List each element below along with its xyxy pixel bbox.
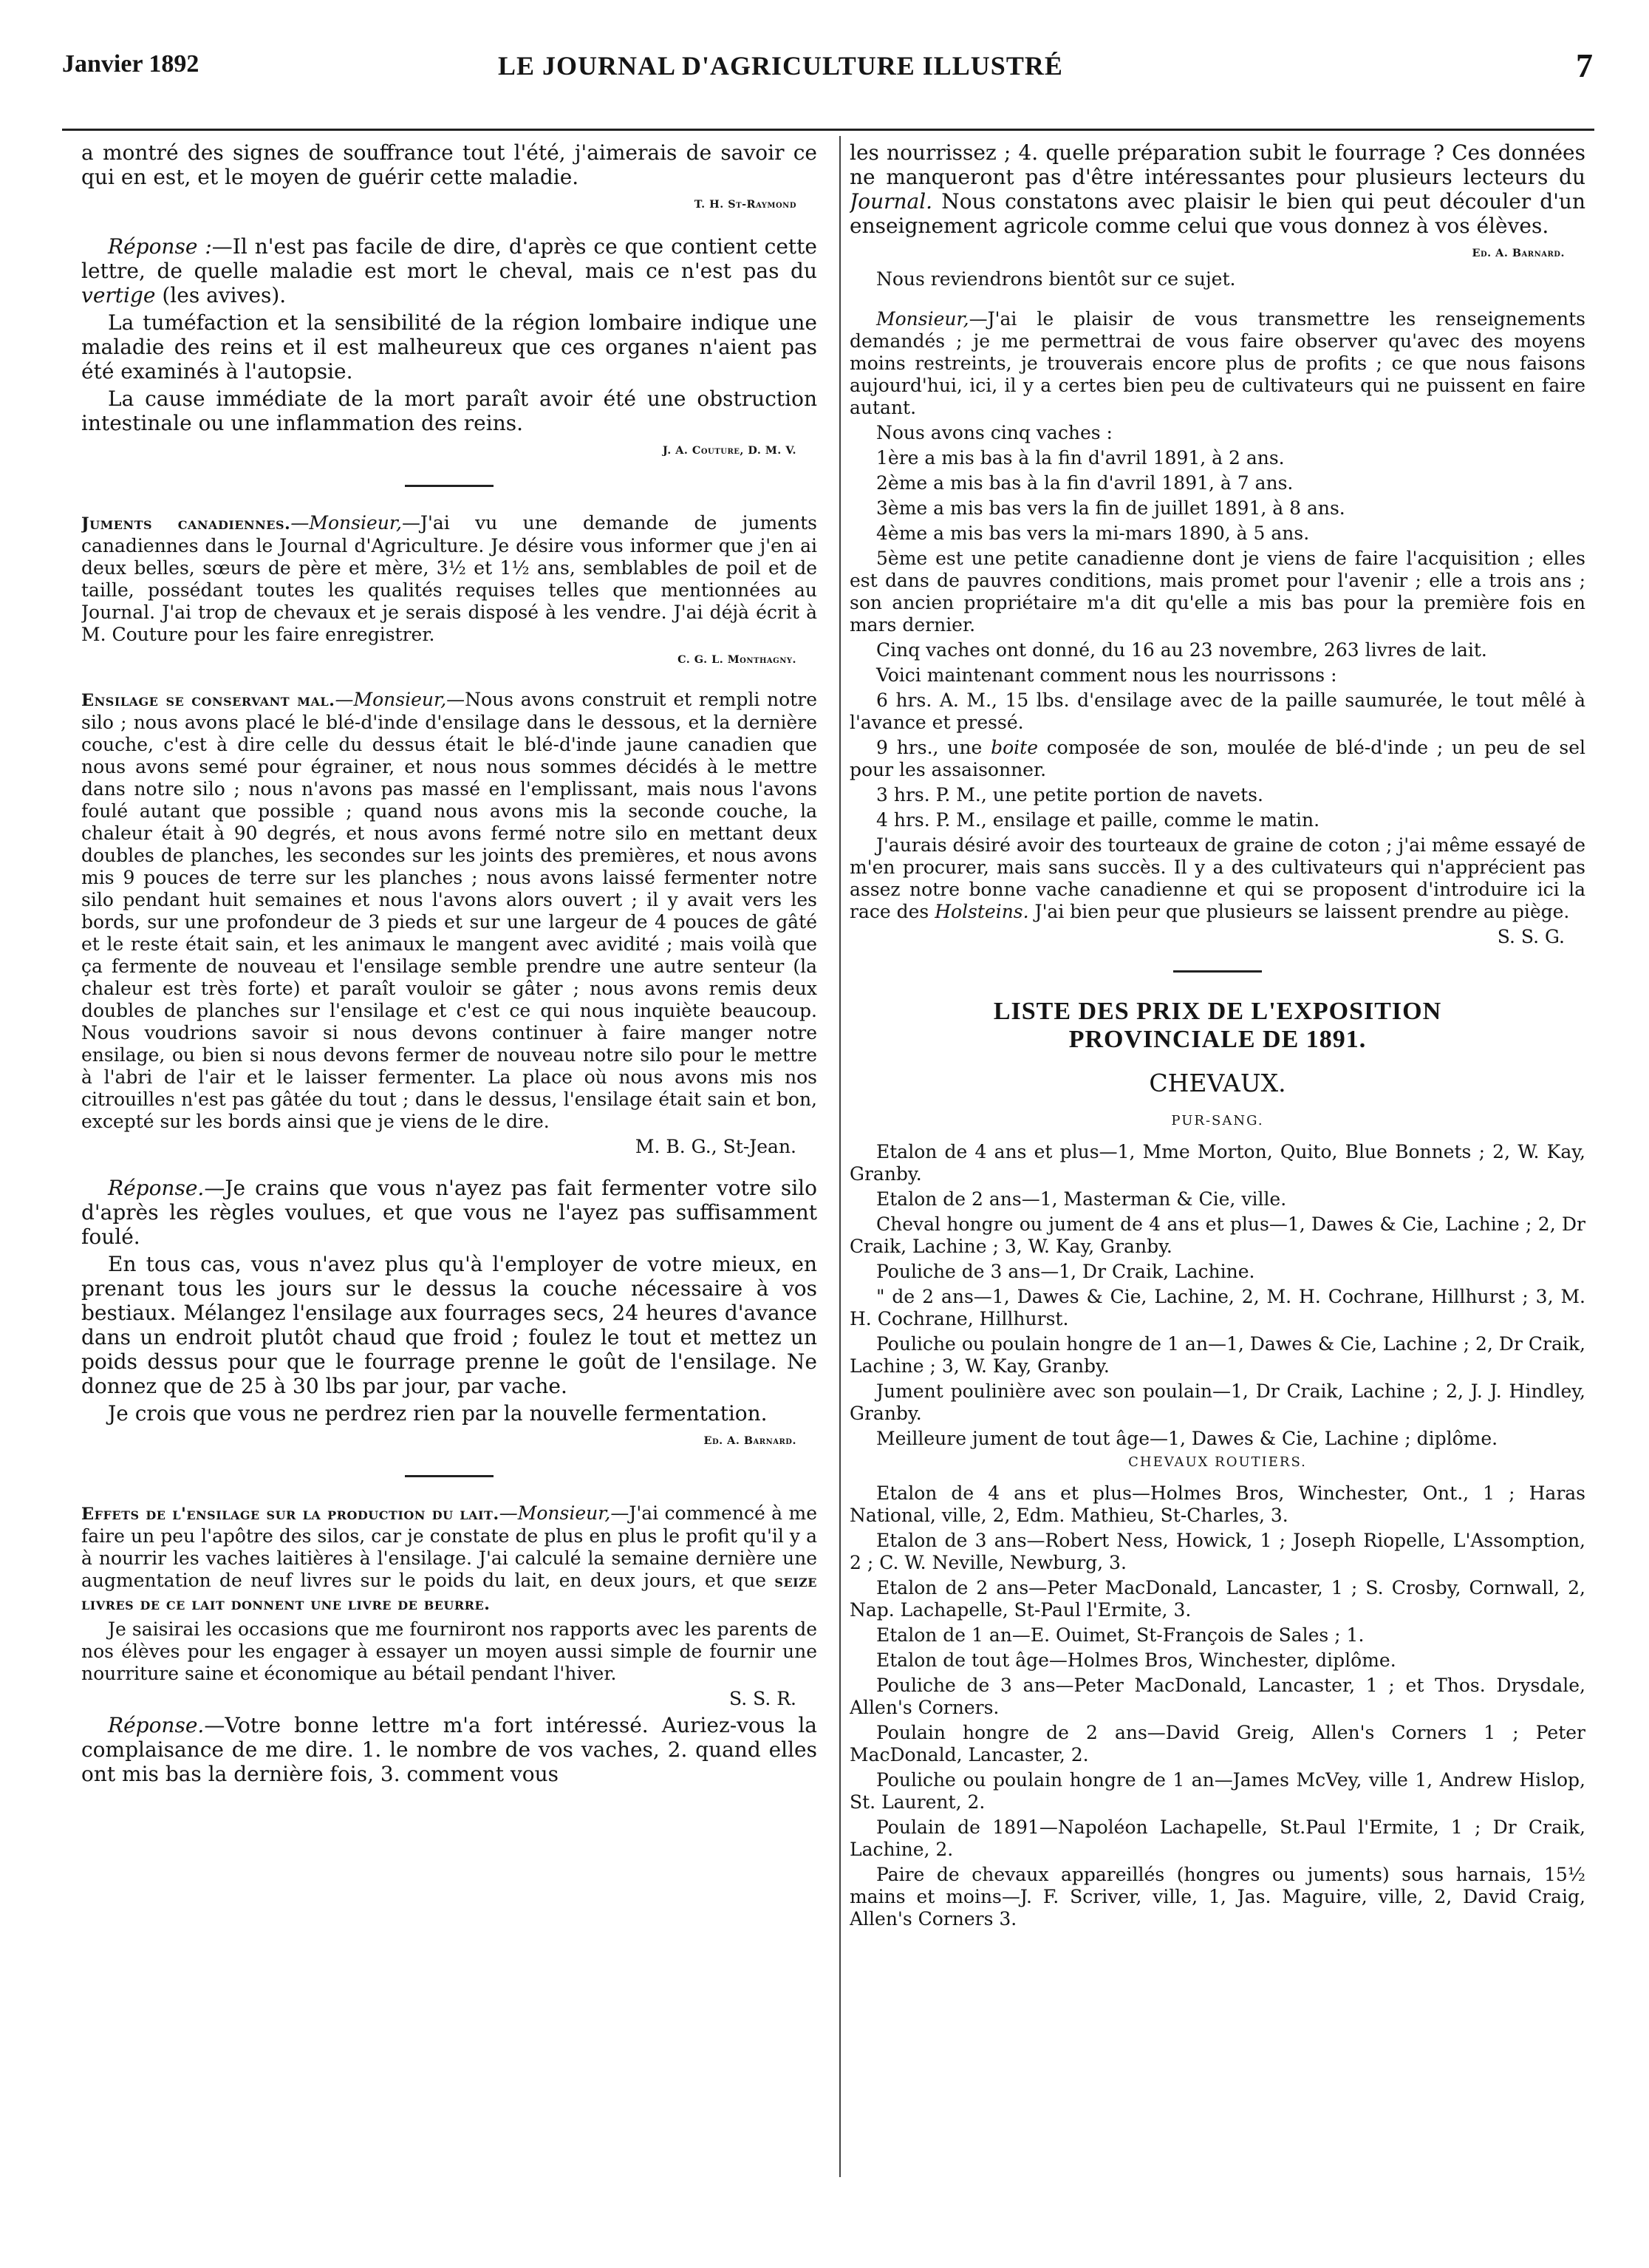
prize-entry: Meilleure jument de tout âge—1, Dawes & Cie, Lachine ; diplôme. — [876, 1428, 1498, 1449]
list-item: 3ème a mis bas vers la fin de juillet 1891, à 8 ans. — [876, 497, 1345, 519]
page-header — [62, 47, 1593, 92]
letter-heading: Juments canadiennes. — [81, 514, 291, 534]
paragraph: Cinq vaches ont donné, du 16 au 23 novembre, 263 livres de lait. — [876, 639, 1487, 661]
paragraph: Je crois que vous ne perdrez rien par la nouvelle fermentation. — [108, 1401, 768, 1426]
prize-entry: Etalon de 2 ans—Peter MacDonald, Lancaster, 1 ; S. Crosby, Cornwall, 2, Nap. Lachapelle, St-Paul l'Ermite, 3. — [850, 1577, 1585, 1621]
section-chevaux: CHEVAUX. — [1149, 1069, 1286, 1097]
reponse-1: Réponse :—Il n'est pas facile de dire, d'après ce que contient cette lettre, de quelle maladie est mort le cheval, mais ce n'est pas du vertige (les avives). — [81, 234, 817, 307]
editor-note: Nous reviendrons bientôt sur ce sujet. — [876, 268, 1236, 290]
paragraph: La cause immédiate de la mort paraît avoir été une obstruction intestinale ou une inflammation des reins. — [81, 386, 817, 435]
signature: S. S. G. — [1497, 926, 1565, 947]
page-number: 7 — [1576, 47, 1593, 84]
list-item: 9 hrs., une boite composée de son, moulée de blé-d'inde ; un peu de sel pour les assaisonner. — [850, 737, 1585, 780]
prize-entry: Pouliche de 3 ans—Peter MacDonald, Lancaster, 1 ; et Thos. Drysdale, Allen's Corners. — [850, 1675, 1585, 1718]
letter-heading: Effets de l'ensilage sur la production du lait. — [81, 1505, 499, 1524]
exposition-title: LISTE DES PRIX DE L'EXPOSITION PROVINCIALE DE 1891. — [993, 998, 1442, 1053]
signature: Ed. A. Barnard. — [703, 1434, 796, 1447]
letter-vaches: Monsieur,—J'ai le plaisir de vous transmettre les renseignements demandés ; je me permettrai de vous faire observer qu'avec des moyens moins restreints, je trouverais encore plus de profits ; ce que nous faisons aujourd'hui, ici, il y a certes bien peu de cultivateurs qui ne puissent en faire autant. — [850, 308, 1585, 418]
reponse-label: Réponse. — [108, 1176, 205, 1200]
paragraph: Je saisirai les occasions que me fourniront nos rapports avec les parents de nos élèves pour les engager à essayer un moyen aussi simple de fournir une nourriture saine et économique au bétail pendant l'hiver. — [81, 1618, 817, 1684]
right-column — [850, 140, 1585, 1933]
column-divider — [839, 136, 841, 2177]
section-rule — [405, 1475, 494, 1477]
prize-entry: Jument poulinière avec son poulain—1, Dr Craik, Lachine ; 2, J. J. Hindley, Granby. — [850, 1380, 1585, 1424]
letter-continuation: a montré des signes de souffrance tout l'été, j'aimerais de savoir ce qui en est, et le moyen de guérir cette maladie. — [81, 140, 817, 189]
prize-entry: Paire de chevaux appareillés (hongres ou juments) sous harnais, 15½ mains et moins—J. F. Scriver, ville, 1, Jas. Maguire, ville, 2, David Craig, Allen's Corners 3. — [850, 1864, 1585, 1930]
prize-entry: Etalon de 3 ans—Robert Ness, Howick, 1 ; Joseph Riopelle, L'Assomption, 2 ; C. W. Neville, Newburg, 3. — [850, 1530, 1585, 1573]
prize-entry: Etalon de 2 ans—1, Masterman & Cie, ville. — [876, 1188, 1287, 1210]
subsection-pur-sang: PUR-SANG. — [1171, 1113, 1264, 1128]
signature: S. S. R. — [728, 1688, 796, 1709]
letter-ensilage: Ensilage se conservant mal.—Monsieur,—Nous avons construit et rempli notre silo ; nous avons placé le blé-d'inde d'ensilage dans le dessous, et la dernière couche, c'est à dire celle du dessus était le blé-d'inde jaune canadien que nous avons semé pour égrainer, et nous nous sommes décidés à le mettre dans notre silo ; nous n'avons pas massé en l'emplissant, mais nous l'avons foulé autant que possible ; quand nous avons mis la seconde couche, la chaleur était à 90 degrés, et nous avons fermé notre silo en mettant deux doubles de planches, les secondes sur les joints des premières, et nous avons mis 9 pouces de terre sur les planches ; nous avons laissé fermenter notre silo pendant huit semaines et nous l'avons alors ouvert ; il y avait vers les bords, sur une profondeur de 3 pieds et sur une largeur de 4 pouces de gâté et le reste était sain, et les animaux le mangent avec avidité ; mais voilà que ça fermente de nouveau et l'ensilage semble prendre une autre senteur (la chaleur est très forte) et paraît vouloir se gâter ; nous avons remis deux doubles de planches sur l'ensilage et c'est ce qui nous inquiète beaucoup. Nous voudrions savoir si nous devons continuer à faire manger notre ensilage, ou bien si nous devons fermer de nouveau notre silo pour le mettre à l'abri de l'air et le laisser fermenter. La place où nous avons mis nos citrouilles n'est pas gâtée du tout ; dans le dessus, l'ensilage était sain et bon, excepté sur les bords ainsi que je viens de le dire. — [81, 689, 817, 1132]
subsection-chevaux-routiers: CHEVAUX ROUTIERS. — [1128, 1454, 1307, 1470]
signature: Ed. A. Barnard. — [1472, 247, 1565, 259]
paragraph: Nous avons cinq vaches : — [876, 422, 1113, 443]
paragraph: Voici maintenant comment nous les nourrissons : — [876, 664, 1337, 686]
section-rule — [1173, 970, 1262, 973]
paragraph: J'aurais désiré avoir des tourteaux de graine de coton ; j'ai même essayé de m'en procurer, mais sans succès. Il y a des cultivateurs qui n'apprécient pas assez notre bonne vache canadienne et qui se proposent d'introduire ici la race des Holsteins. J'ai bien peur que plusieurs se laissent prendre au piège. — [850, 834, 1585, 922]
paragraph: En tous cas, vous n'avez plus qu'à l'employer de votre mieux, en prenant tous les jours sur le dessus la couche nécessaire à vos bestiaux. Mélangez l'ensilage aux fourrages secs, 24 heures d'avance dans un endroit plutôt chaud que froid ; foulez le tout et mettez un poids dessus pour que le fourrage prenne le goût de l'ensilage. Ne donnez que de 25 à 30 lbs par jour, par vache. — [81, 1252, 817, 1398]
signature: T. H. St-Raymond — [694, 198, 796, 211]
list-item: 6 hrs. A. M., 15 lbs. d'ensilage avec de la paille saumurée, le tout mêlé à l'avance et pressé. — [850, 689, 1585, 733]
list-item: 4ème a mis bas vers la mi-mars 1890, à 5 ans. — [876, 522, 1310, 544]
reponse-2: Réponse.—Je crains que vous n'ayez pas fait fermenter votre silo d'après les règles voulues, et que vous ne l'ayez pas suffisamment foulé. — [81, 1176, 817, 1249]
list-item: 2ème a mis bas à la fin d'avril 1891, à 7 ans. — [876, 472, 1294, 494]
prize-entry: " de 2 ans—1, Dawes & Cie, Lachine, 2, M. H. Cochrane, Hillhurst ; 3, M. H. Cochrane, Hillhurst. — [850, 1286, 1585, 1329]
signature: M. B. G., St-Jean. — [635, 1136, 796, 1157]
prize-entry: Poulain de 1891—Napoléon Lachapelle, St.Paul l'Ermite, 1 ; Dr Craik, Lachine, 2. — [850, 1816, 1585, 1860]
issue-date: Janvier 1892 — [62, 50, 199, 78]
reponse-3: Réponse.—Votre bonne lettre m'a fort intéressé. Auriez-vous la complaisance de me dire. 1. le nombre de vos vaches, 2. quand elles ont mis bas la dernière fois, 3. comment vous — [81, 1713, 817, 1786]
prize-entry: Pouliche ou poulain hongre de 1 an—1, Dawes & Cie, Lachine ; 2, Dr Craik, Lachine ; 3, W. Kay, Granby. — [850, 1333, 1585, 1377]
signature: C. G. L. Monthagny. — [677, 653, 796, 666]
left-column — [81, 140, 817, 1789]
prize-entry: Etalon de 1 an—E. Ouimet, St-François de Sales ; 1. — [876, 1624, 1365, 1646]
signature: J. A. Couture, D. M. V. — [663, 444, 796, 457]
list-item: 1ère a mis bas à la fin d'avril 1891, à 2 ans. — [876, 447, 1285, 469]
prize-entry: Poulain hongre de 2 ans—David Greig, Allen's Corners 1 ; Peter MacDonald, Lancaster, 2. — [850, 1722, 1585, 1765]
prize-entry: Etalon de 4 ans et plus—1, Mme Morton, Quito, Blue Bonnets ; 2, W. Kay, Granby. — [850, 1141, 1585, 1185]
prize-entry: Pouliche de 3 ans—1, Dr Craik, Lachine. — [876, 1261, 1255, 1282]
paragraph: La tuméfaction et la sensibilité de la région lombaire indique une maladie des reins et il est malheureux que ces organes n'aient pas été examinés à l'autopsie. — [81, 310, 817, 384]
list-item: 3 hrs. P. M., une petite portion de navets. — [876, 784, 1263, 806]
section-rule — [405, 485, 494, 487]
reponse-label: Réponse. — [108, 1713, 205, 1737]
prize-entry: Cheval hongre ou jument de 4 ans et plus—1, Dawes & Cie, Lachine ; 2, Dr Craik, Lachine ; 3, W. Kay, Granby. — [850, 1213, 1585, 1257]
prize-entry: Pouliche ou poulain hongre de 1 an—James McVey, ville 1, Andrew Hislop, St. Laurent, 2. — [850, 1769, 1585, 1813]
letter-effets: Effets de l'ensilage sur la production du lait.—Monsieur,—J'ai commencé à me faire un peu l'apôtre des silos, car je constate de plus en plus le profit qu'il y a à nourrir les vaches laitières à l'ensilage. J'ai calculé la semaine dernière une augmentation de neuf livres sur le poids du lait, en deux jours, et que seize livres de ce lait donnent une livre de beurre. — [81, 1502, 817, 1614]
list-item: 5ème est une petite canadienne dont je viens de faire l'acquisition ; elles est dans de pauvres conditions, mais promet pour l'avenir ; elle a trois ans ; son ancien propriétaire m'a dit qu'elle a mis bas pour la première fois en mars dernier. — [850, 548, 1585, 636]
journal-title: LE JOURNAL D'AGRICULTURE ILLUSTRÉ — [498, 51, 1063, 81]
prize-entry: Etalon de 4 ans et plus—Holmes Bros, Winchester, Ont., 1 ; Haras National, ville, 2, Edm. Mathieu, St-Charles, 3. — [850, 1482, 1585, 1526]
reponse-label: Réponse : — [108, 234, 212, 259]
reponse-3-continued: les nourrissez ; 4. quelle préparation subit le fourrage ? Ces données ne manqueront pas d'être intéressantes pour plusieurs lecteurs du Journal. Nous constatons avec plaisir le bien qui peut découler d'un enseignement agricole comme celui que vous donnez à vos élèves. — [850, 140, 1585, 238]
prize-entry: Etalon de tout âge—Holmes Bros, Winchester, diplôme. — [876, 1649, 1396, 1671]
header-rule — [62, 129, 1594, 131]
list-item: 4 hrs. P. M., ensilage et paille, comme le matin. — [876, 809, 1320, 831]
letter-juments: Juments canadiennes.—Monsieur,—J'ai vu une demande de juments canadiennes dans le Journal d'Agriculture. Je désire vous informer que j'en ai deux belles, sœurs de père et mère, 3½ et 1½ ans, semblables de poil et de taille, possédant toutes les qualités requises telles que mentionnées au Journal. J'ai trop de chevaux et je serais disposé à les vendre. J'ai déjà écrit à M. Couture pour les faire enregistrer. — [81, 512, 817, 645]
letter-heading: Ensilage se conservant mal. — [81, 691, 335, 710]
